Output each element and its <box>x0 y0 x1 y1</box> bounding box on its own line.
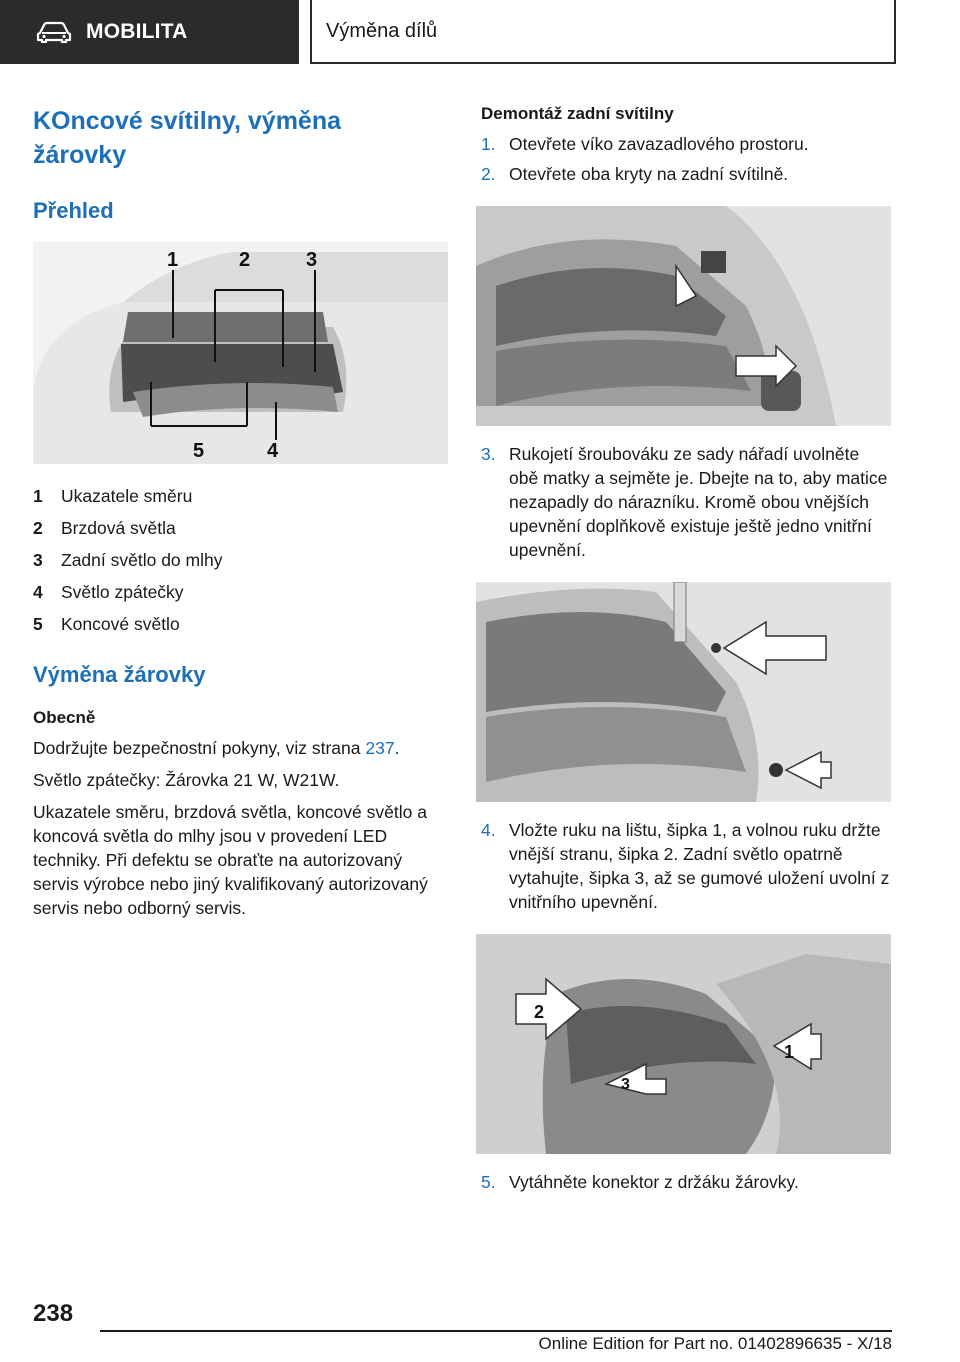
tail-light-overview-drawing <box>33 242 448 464</box>
legend-label: Brzdová světla <box>61 518 176 538</box>
legend-item <box>33 512 448 544</box>
left-column <box>33 104 448 920</box>
legend-item <box>33 576 448 608</box>
page-title <box>33 104 448 172</box>
callout-3: 3 <box>306 249 318 271</box>
callout-4: 4 <box>267 440 279 462</box>
step-number: 4. <box>481 820 496 840</box>
legend-label: Zadní světlo do mlhy <box>61 550 223 570</box>
step-text: Otevřete víko zavazadlového prostoru. <box>509 134 809 154</box>
step-number: 1. <box>481 134 496 154</box>
right-column <box>481 104 891 1194</box>
fig3-callout-2: 2 <box>534 1002 545 1022</box>
removal-steps <box>481 132 891 186</box>
step-item <box>481 1170 891 1194</box>
legend-number: 1 <box>33 486 43 506</box>
pull-light-drawing <box>476 934 891 1154</box>
step-item <box>481 818 891 914</box>
page-reference-link[interactable]: 237 <box>365 738 395 758</box>
overview-heading: Přehled <box>33 198 114 223</box>
safety-text-end: . <box>394 738 400 758</box>
loosen-nuts-drawing <box>476 582 891 802</box>
general-heading: Obecně <box>33 708 96 727</box>
step-item <box>481 442 891 562</box>
page-title-line2: žárovky <box>33 141 127 169</box>
page-number: 238 <box>33 1300 74 1327</box>
pull-light-figure <box>476 934 891 1154</box>
footer-divider <box>100 1330 892 1332</box>
step-number: 3. <box>481 444 496 464</box>
step-text: Vložte ruku na lištu, šipka 1, a volnou ruku držte vnější stranu, šipka 2. Zadní světlo opatrně vytahujte, šipka 3, až se gumové uložení uvolní z vnitřního upevnění. <box>509 820 890 912</box>
tail-light-overview-figure <box>33 242 448 464</box>
removal-steps-cont <box>481 442 891 562</box>
step-item <box>481 132 891 156</box>
step-item <box>481 162 891 186</box>
legend-label: Světlo zpátečky <box>61 582 184 602</box>
chapter-title <box>310 0 896 64</box>
reverse-light-bulb-paragraph: Světlo zpátečky: Žárovka 21 W, W21W. <box>33 770 340 790</box>
overview-legend <box>33 480 448 640</box>
fig3-callout-1: 1 <box>784 1042 795 1062</box>
legend-number: 3 <box>33 550 43 570</box>
step-text: Rukojetí šroubováku ze sady nářadí uvolněte obě matky a sejměte je. Dbejte na to, aby matice nezapadly do nárazníku. Kromě obou vnějších upevnění doplňkově existuje ještě jedno vnitřní upevnění. <box>509 444 888 560</box>
legend-number: 4 <box>33 582 43 602</box>
callout-1: 1 <box>167 249 179 271</box>
removal-steps-cont3 <box>481 1170 891 1194</box>
loosen-nuts-figure <box>476 582 891 802</box>
open-covers-drawing <box>476 206 891 426</box>
step-number: 2. <box>481 164 496 184</box>
chapter-label: Výměna dílů <box>326 19 438 42</box>
edition-note: Online Edition for Part no. 01402896635 - X/18 <box>538 1334 892 1353</box>
section-label: MOBILITA <box>86 20 188 43</box>
safety-paragraph <box>33 736 448 760</box>
step-number: 5. <box>481 1172 496 1192</box>
car-icon <box>36 21 72 43</box>
legend-item <box>33 544 448 576</box>
legend-label: Ukazatele směru <box>61 486 193 506</box>
legend-item <box>33 608 448 640</box>
step-text: Otevřete oba kryty na zadní svítilně. <box>509 164 789 184</box>
section-tab <box>0 0 299 64</box>
callout-2: 2 <box>239 249 251 271</box>
legend-number: 2 <box>33 518 43 538</box>
legend-item <box>33 480 448 512</box>
fig3-callout-3: 3 <box>621 1076 630 1093</box>
replace-bulb-heading: Výměna žárovky <box>33 662 206 687</box>
removal-heading: Demontáž zadní svítilny <box>481 104 674 123</box>
legend-label: Koncové světlo <box>61 614 180 634</box>
led-info-paragraph: Ukazatele směru, brzdová světla, koncové světlo a koncová světla do mlhy jsou v provedení LED techniky. Při defektu se obraťte na autorizovaný servis výrobce nebo jiný kvalifikovaný autorizovaný servis nebo odborný servis. <box>33 802 428 918</box>
open-covers-figure <box>476 206 891 426</box>
page-title-line1: KOncové svítilny, výměna <box>33 107 341 135</box>
safety-text: Dodržujte bezpečnostní pokyny, viz strana <box>33 738 366 758</box>
legend-number: 5 <box>33 614 43 634</box>
removal-steps-cont2 <box>481 818 891 914</box>
step-text: Vytáhněte konektor z držáku žárovky. <box>509 1172 799 1192</box>
callout-5: 5 <box>193 440 205 462</box>
